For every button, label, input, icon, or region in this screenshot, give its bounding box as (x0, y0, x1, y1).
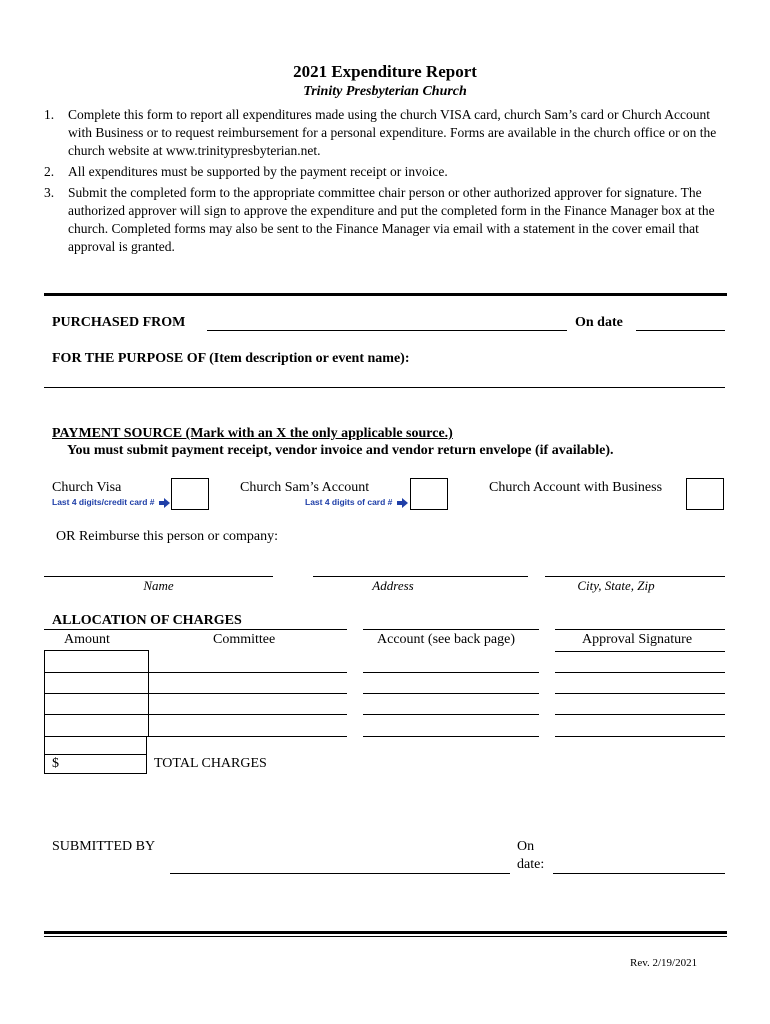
approval-field-5[interactable] (555, 736, 725, 737)
church-business-checkbox[interactable] (686, 478, 724, 510)
visa-hint-text: Last 4 digits/credit card # (52, 497, 155, 507)
instruction-text: All expenditures must be supported by the payment receipt or invoice. (68, 164, 448, 179)
church-name: Trinity Presbyterian Church (303, 84, 467, 99)
instruction-item (44, 106, 724, 160)
approval-heading-rule (555, 629, 725, 630)
reimburse-city-field[interactable] (545, 576, 725, 577)
sams-hint (305, 497, 408, 508)
purchase-date-field[interactable] (636, 330, 725, 331)
purchased-from-label: PURCHASED FROM (52, 315, 186, 330)
church-visa-checkbox[interactable] (171, 478, 209, 510)
church-sams-checkbox[interactable] (410, 478, 448, 510)
amount-field-5[interactable] (44, 736, 147, 755)
committee-field-2[interactable] (149, 693, 347, 694)
city-state-zip-caption: City, State, Zip (577, 578, 655, 593)
committee-field-4[interactable] (149, 736, 347, 737)
account-field-2[interactable] (363, 693, 539, 694)
committee-header: Committee (213, 632, 276, 647)
section-divider (44, 293, 727, 296)
account-field-1[interactable] (363, 672, 539, 673)
on-date-label: On date (575, 315, 623, 330)
visa-hint (52, 497, 170, 508)
submitted-date-label: date: (517, 857, 545, 872)
submitted-on-label: On (517, 839, 535, 854)
approval-field-1[interactable] (555, 651, 725, 652)
amount-field-3[interactable] (44, 693, 149, 715)
sams-hint-text: Last 4 digits of card # (305, 497, 393, 507)
arrow-right-icon (159, 498, 170, 508)
reimburse-address-field[interactable] (313, 576, 528, 577)
amount-field-1[interactable] (44, 650, 149, 673)
church-visa-label: Church Visa (52, 480, 122, 495)
purpose-label: FOR THE PURPOSE OF (Item description or event name): (52, 351, 410, 366)
payment-source-subheading: You must submit payment receipt, vendor invoice and vendor return envelope (if available). (67, 443, 614, 458)
instruction-text: Complete this form to report all expenditures made using the church VISA card, church Sam’s card or Church Account with Business or to request reimbursement for a personal expenditure. Forms are available in the church office or on the church website at www.trinitypresbyterian.net. (68, 107, 717, 158)
footer-divider-thin (44, 936, 727, 937)
total-amount-field[interactable] (44, 754, 147, 774)
committee-field-1[interactable] (149, 672, 347, 673)
amount-field-2[interactable] (44, 672, 149, 694)
instruction-item (44, 163, 724, 181)
committee-field-3[interactable] (149, 714, 347, 715)
page-title: 2021 Expenditure Report (293, 62, 477, 81)
instruction-number: 1. (44, 107, 55, 122)
reimburse-name-field[interactable] (44, 576, 273, 577)
total-charges-label: TOTAL CHARGES (154, 756, 267, 771)
instructions-list (44, 106, 724, 259)
submitted-by-label: SUBMITTED BY (52, 839, 156, 854)
submitted-date-field[interactable] (553, 873, 725, 874)
instruction-text: Submit the completed form to the appropriate committee chair person or other authorized approver for signature. The authorized approver will sign to approve the expenditure and put the completed form in the Finance Manager box at the church. Completed forms may also be sent to the Finance Manager via email with a statement in the cover email that approval is granted. (68, 185, 715, 254)
submitted-by-field[interactable] (170, 873, 510, 874)
revision-note: Rev. 2/19/2021 (630, 957, 698, 969)
account-field-3[interactable] (363, 714, 539, 715)
account-field-4[interactable] (363, 736, 539, 737)
approval-field-4[interactable] (555, 714, 725, 715)
approval-header: Approval Signature (582, 632, 693, 647)
allocation-heading-rule (44, 629, 347, 630)
allocation-heading: ALLOCATION OF CHARGES (52, 613, 242, 628)
approval-field-3[interactable] (555, 693, 725, 694)
church-sams-label: Church Sam’s Account (240, 480, 370, 495)
name-caption: Name (143, 578, 174, 593)
currency-symbol: $ (52, 756, 59, 771)
amount-header: Amount (64, 632, 110, 647)
instruction-number: 3. (44, 185, 55, 200)
church-business-label: Church Account with Business (489, 480, 663, 495)
payment-source-heading: PAYMENT SOURCE (Mark with an X the only applicable source.) (52, 426, 453, 441)
amount-field-4[interactable] (44, 714, 149, 737)
arrow-right-icon (397, 498, 408, 508)
account-heading-rule (363, 629, 539, 630)
account-header: Account (see back page) (377, 632, 515, 647)
purpose-field[interactable] (44, 387, 725, 388)
footer-divider (44, 931, 727, 934)
approval-field-2[interactable] (555, 672, 725, 673)
instruction-item (44, 184, 724, 256)
address-caption: Address (372, 578, 414, 593)
purchased-from-field[interactable] (207, 330, 567, 331)
reimburse-label: OR Reimburse this person or company: (56, 529, 279, 544)
instruction-number: 2. (44, 164, 55, 179)
